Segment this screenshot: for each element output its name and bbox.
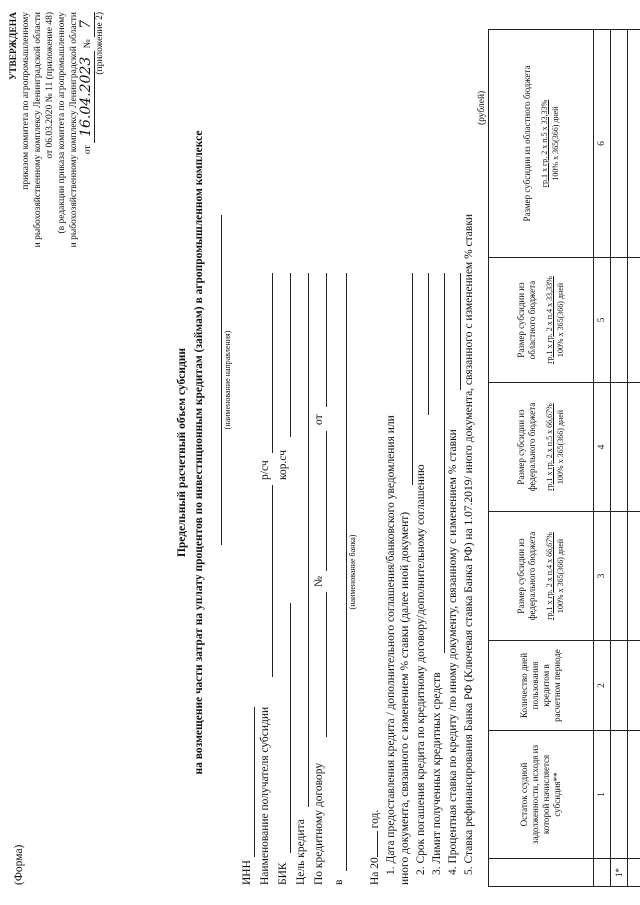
subsidy-table: [488, 29, 640, 887]
table-header-cell: Остаток ссудной задолженности, исходя из которой начисляется субсидия**: [489, 731, 594, 859]
corr-account-label: кор.сч: [277, 449, 289, 480]
table-header-cell: [489, 258, 594, 383]
row-label: 1*: [611, 859, 628, 887]
direction-line: [220, 215, 222, 545]
period-line: [368, 810, 382, 885]
table-cell: [628, 731, 640, 859]
table-cell: [628, 30, 640, 258]
column-number-cell: 4: [594, 383, 611, 512]
purpose-line: [307, 273, 309, 807]
purpose-label: Цель кредита: [295, 819, 307, 885]
column-number-cell: 1: [594, 731, 611, 859]
approval-line: от 06.03.2020 № 11 (приложение 48): [45, 12, 55, 159]
appendix-note: (приложение 2): [95, 12, 105, 75]
formula-denominator: 100% x 365(366) дней: [556, 282, 565, 358]
bik-label: БИК: [277, 862, 289, 885]
date-prefix: от: [83, 145, 93, 155]
header-text: Размер субсидии из федерального бюджета: [516, 531, 537, 621]
period-year-blank: [377, 831, 378, 857]
header-text: Размер субсидии из областного бюджета: [521, 65, 532, 222]
direction-caption: (наименование направления): [223, 330, 232, 430]
table-header-cell: [489, 512, 594, 641]
table-cell: [611, 641, 628, 731]
contract-date-line: [325, 273, 327, 407]
table-cell: [628, 859, 640, 887]
table-cell: [611, 383, 628, 512]
approval-line: (в редакции приказа комитета по агропромышленному: [57, 12, 67, 234]
formula-denominator: 100% x 365(366) дней: [556, 538, 565, 614]
item-2: 2. Срок погашения кредита по кредитному договору/дополнительному соглашению: [415, 464, 427, 875]
row-label-header: [489, 859, 594, 887]
table-header-cell: [489, 30, 594, 258]
account-label: р/сч: [259, 460, 271, 480]
document-title: Предельный расчетный объем субсидии: [176, 347, 188, 558]
table-cell: [611, 731, 628, 859]
item-5: 5. Ставка рефинансирования Банка РФ (Ключевая ставка Банка РФ) на 1.07.2019/ иного документа, связанного с изменением % ставки: [463, 213, 475, 875]
column-number-cell: 5: [594, 258, 611, 383]
table-cell: [611, 30, 628, 258]
column-number-row: [594, 30, 611, 887]
contract-from-label: от: [313, 414, 325, 425]
approval-title: УТВЕРЖДЕНА: [9, 12, 19, 80]
handwritten-number: 7: [78, 12, 95, 37]
formula-numerator: гр.1 x гр. 2 x п.5 x 66,67%: [545, 403, 554, 491]
form-label: (Форма): [13, 844, 25, 885]
approval-line: и рыбохозяйственному комплексу Ленинградской области: [33, 12, 43, 248]
approval-date-line: [80, 12, 94, 287]
item-1: 1. Дата предоставления кредита / дополнительного соглашения/банковского уведомления или: [385, 415, 397, 875]
inn-label: ИНН: [241, 860, 253, 885]
inn-line: [253, 707, 255, 857]
item-2-line: [427, 273, 429, 415]
table-row: [628, 30, 640, 887]
table-header-cell: Количество дней пользования кредитом в расчетном периоде: [489, 641, 594, 731]
units-caption: (рублей): [477, 90, 487, 125]
table-cell: [611, 258, 628, 383]
handwritten-date: 16.04.2023: [78, 51, 95, 143]
table-cell: [628, 383, 640, 512]
item-3: 3. Лимит полученных кредитных средств: [431, 672, 443, 875]
account-line: [271, 273, 273, 453]
recipient-label: Наименование получателя субсидии: [259, 706, 271, 885]
header-text: Размер субсидии из федерального бюджета: [516, 402, 537, 492]
recipient-line: [271, 485, 273, 677]
table-header-cell: [489, 383, 594, 512]
item-3-line: [443, 273, 445, 653]
formula-numerator: гр.1 x гр. 2 x п.4 x 33,33%: [545, 276, 554, 364]
period-prefix: На 20: [369, 857, 381, 885]
formula-numerator: гр.1 x гр. 2 x п.4 x 66,67%: [545, 532, 554, 620]
approval-line: и рыбохозяйственному комплексу Ленинградской области: [69, 12, 79, 248]
header-text: Размер субсидии из областного бюджета: [516, 280, 537, 360]
table-header-row: [489, 30, 594, 887]
formula-numerator: гр.1 x гр. 2 x п.5 x 33,33%: [539, 99, 549, 188]
number-prefix: №: [83, 39, 93, 49]
bank-caption: (наименование банка): [348, 534, 357, 610]
item-4: 4. Процентная ставка по кредиту /по иному документу, связанному с изменением % ставки: [447, 429, 459, 875]
table-cell: [628, 641, 640, 731]
table-row: [611, 30, 628, 887]
period-suffix: год.: [369, 809, 381, 829]
bik-line: [289, 603, 291, 853]
formula-denominator: 100% x 365(366) дней: [550, 106, 560, 181]
approval-block: [8, 12, 106, 287]
contract-line: [325, 592, 327, 737]
approval-line: приказом комитета по агропромышленному: [21, 12, 31, 190]
document-subtitle: на возмещение части затрат на уплату процентов по инвестиционным кредитам (займам) в агропромышленном комплексе: [193, 130, 205, 775]
contract-label: По кредитному договору: [313, 762, 325, 885]
item-4-line: [459, 273, 461, 390]
table-cell: [628, 512, 640, 641]
formula-denominator: 100% x 365(366) дней: [556, 409, 565, 485]
bank-prefix: в: [333, 879, 345, 885]
item-1-continued: иного документа, связанного с изменением % ставки (далее иной документ): [399, 511, 411, 885]
table-cell: [628, 258, 640, 383]
table-cell: [611, 512, 628, 641]
column-number-cell: 3: [594, 512, 611, 641]
column-number-cell: [594, 859, 611, 887]
contract-number-sign: №: [313, 576, 325, 587]
column-number-cell: 2: [594, 641, 611, 731]
corr-account-line: [289, 273, 291, 437]
column-number-cell: 6: [594, 30, 611, 258]
bank-line: [345, 273, 347, 871]
item-1-line: [411, 273, 413, 485]
contract-number-line: [325, 431, 327, 571]
